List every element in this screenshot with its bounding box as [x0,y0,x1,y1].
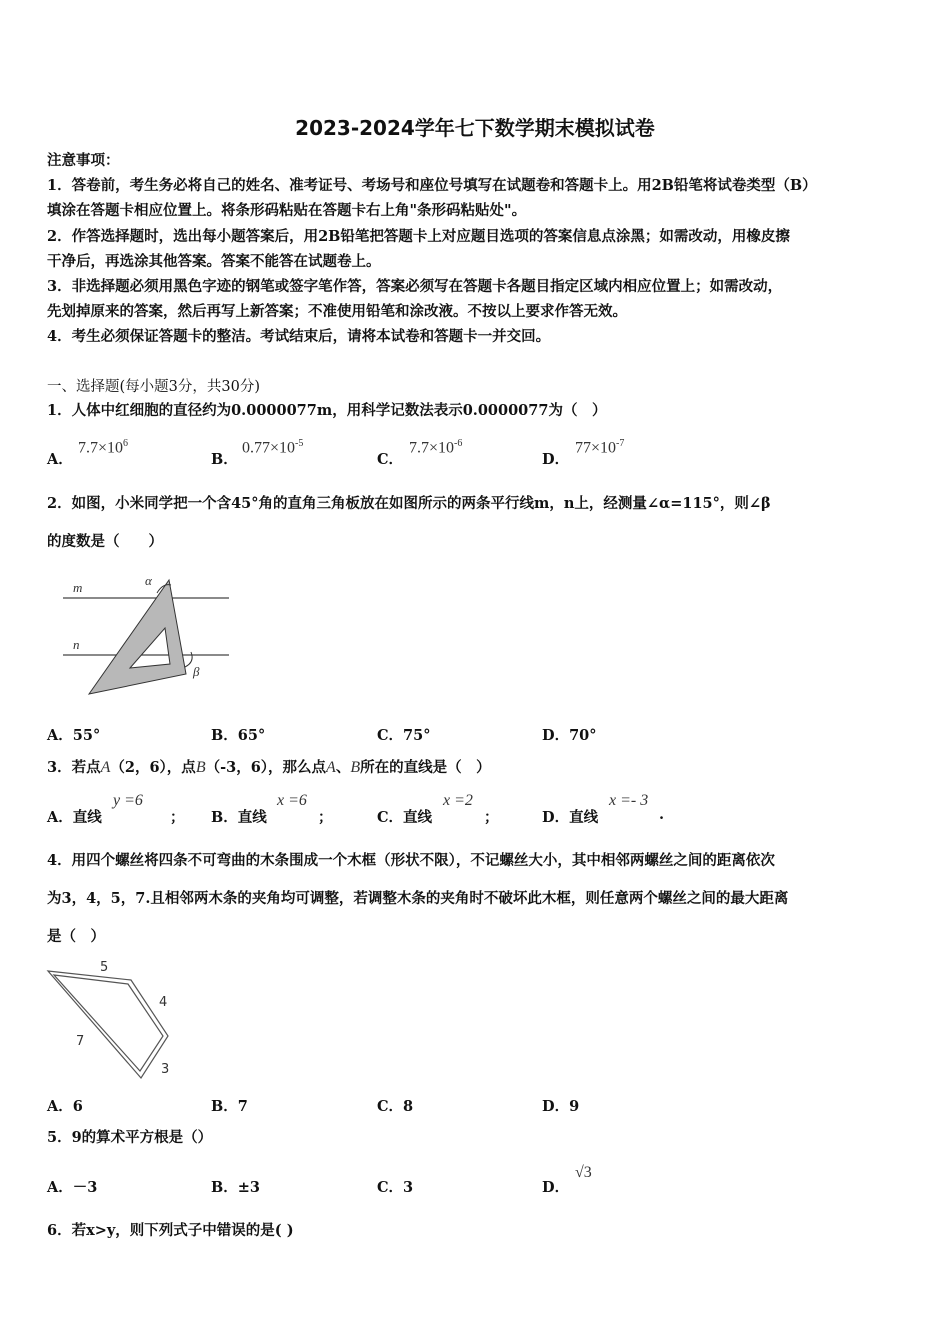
q3-option-a-suffix: ； [170,809,185,826]
q4-option-d-text: 9 [569,1098,580,1115]
q2-figure [55,570,240,700]
q4-option-a-text: 6 [72,1098,83,1115]
notice-line: 填涂在答题卡相应位置上。将条形码粘贴在答题卡右上角"条形码粘贴处"。 [47,202,527,219]
q3-option-c-letter: C． [377,809,404,826]
q3-stem-b: （2，6），点 [110,759,196,776]
q4-option-d-letter: D． [542,1098,570,1115]
q5-option-d-letter: D． [542,1179,570,1196]
q1-option-a-letter: A． [47,451,73,468]
q3-option-a-eq: y =6 [113,792,143,809]
q3-option-d-eq: x =- 3 [609,792,649,809]
label-beta: β [193,664,200,679]
notice-heading: 注意事项： [47,152,120,169]
q3-option-c-eq: x =2 [443,792,473,809]
question-5-stem: 5．9的算术平方根是（） [47,1129,213,1146]
frame-inner [54,975,163,1071]
label-n: n [73,637,80,652]
triangle-ruler [89,580,186,694]
q3-option-d-letter: D． [542,809,570,826]
q3-option-b-prefix: 直线 [237,809,267,826]
q2-option-b-text: 65° [237,727,266,744]
q4-option-c-text: 8 [403,1098,414,1115]
q4-option-c [377,1095,413,1116]
q5-option-a-text: －3 [72,1179,98,1196]
q2-option-c-text: 75° [403,727,431,744]
frame-label-right: 4 [159,995,168,1010]
notice-line: 4．考生必须保证答题卡的整洁。考试结束后，请将本试卷和答题卡一并交回。 [47,328,551,345]
q5-option-b-letter: B． [211,1179,238,1196]
section-heading: 一、选择题(每小题3分，共30分) [47,379,260,395]
q1-option-a-exp: 6 [123,438,129,449]
q1-option-d-letter: D． [542,451,570,468]
frame-label-bottom: 3 [161,1062,170,1077]
q2-option-a-letter: A． [47,727,73,744]
q1-option-b-letter: B． [211,451,238,468]
question-2-stem: 的度数是（ ） [47,533,163,550]
q3-option-c [377,806,432,827]
q4-option-b [211,1095,248,1116]
q3-point-b2: B [350,759,361,776]
q3-option-b [211,806,267,827]
page-title: 2023-2024学年七下数学期末模拟试卷 [295,116,655,140]
q3-option-b-eq: x =6 [277,792,307,809]
q3-option-b-letter: B． [211,809,238,826]
q1-option-b-exp: -5 [295,438,304,449]
q4-figure [40,955,190,1085]
q1-option-d-exp: -7 [616,438,625,449]
q3-option-d-prefix: 直线 [569,809,599,826]
q5-option-c-text: 3 [403,1179,414,1196]
q2-option-a [47,724,100,745]
q3-stem-d: 所在的直线是（ ） [360,759,491,776]
notice-line: 先划掉原来的答案，然后再写上新答案；不准使用铅笔和涂改液。不按以上要求作答无效。 [47,303,627,320]
q3-stem-c: （-3，6），那么点 [205,759,327,776]
q4-option-b-text: 7 [237,1098,248,1115]
q3-option-c-prefix: 直线 [403,809,433,826]
question-2-stem: 2．如图，小米同学把一个含45°角的直角三角板放在如图所示的两条平行线m，n上，经测量∠α=115°，则∠β [47,495,771,512]
q1-option-b-base: 0.77×10 [242,439,296,457]
q5-option-d-text: √3 [575,1164,592,1181]
q1-option-c-exp: -6 [454,438,463,449]
q3-stem-a: 3．若点 [47,759,101,776]
q3-option-a-prefix: 直线 [72,809,102,826]
q5-option-a-letter: A． [47,1179,73,1196]
q3-sep: 、 [335,759,351,776]
q1-option-b [242,438,303,457]
label-m: m [73,580,83,595]
q1-option-d-base: 77×10 [575,439,617,457]
q3-option-c-suffix: ； [484,809,499,826]
q3-option-b-suffix: ； [318,809,333,826]
q5-option-c-letter: C． [377,1179,404,1196]
q4-option-c-letter: C． [377,1098,404,1115]
q5-option-c [377,1176,413,1197]
notice-line: 3．非选择题必须用黑色字迹的钢笔或签字笔作答，答案必须写在答题卡各题目指定区域内相应位置上；如需改动， [47,278,783,295]
q3-point-a2: A [326,759,336,776]
q3-point-b: B [195,759,206,776]
question-4-stem: 4．用四个螺丝将四条不可弯曲的木条围成一个木框（形状不限），不记螺丝大小，其中相邻两螺丝之间的距离依次 [47,852,775,869]
q2-option-c [377,724,430,745]
q1-option-c-letter: C． [377,451,404,468]
frame-outer [48,971,168,1078]
q2-option-d-letter: D． [542,727,570,744]
question-3-stem [47,756,491,780]
q2-option-d-text: 70° [569,727,597,744]
q4-option-a [47,1095,83,1116]
q1-option-c [409,438,462,457]
q3-option-d [542,806,598,827]
label-alpha: α [145,573,152,588]
q2-option-b [211,724,265,745]
q5-option-b [211,1176,260,1197]
frame-label-left: 7 [76,1034,85,1049]
q2-option-d [542,724,597,745]
q3-option-d-suffix: . [659,806,665,823]
question-4-stem: 为3，4，5，7.且相邻两木条的夹角均可调整，若调整木条的夹角时不破坏此木框，则任意两个螺丝之间的最大距离 [47,890,789,907]
q1-option-d [575,438,624,457]
q3-point-a: A [100,759,111,776]
q1-option-a [78,438,128,457]
frame-label-top: 5 [100,960,109,975]
q4-option-b-letter: B． [211,1098,238,1115]
q2-option-a-text: 55° [72,727,101,744]
q2-option-b-letter: B． [211,727,238,744]
q3-option-a [47,806,102,827]
q1-option-a-base: 7.7×10 [78,439,124,457]
question-6-stem: 6．若x>y，则下列式子中错误的是( ) [47,1222,294,1239]
q2-option-c-letter: C． [377,727,404,744]
beta-arc [185,652,192,667]
notice-line: 1．答卷前，考生务必将自己的姓名、准考证号、考场号和座位号填写在试题卷和答题卡上。用2B铅笔将试卷类型（B） [47,177,817,194]
q5-option-b-text: ±3 [237,1179,261,1196]
q5-option-a [47,1176,97,1197]
notice-line: 干净后，再选涂其他答案。答案不能答在试题卷上。 [47,253,381,270]
question-1-stem: 1．人体中红细胞的直径约为0.0000077m，用科学记数法表示0.0000077为（ ） [47,402,607,419]
notice-line: 2．作答选择题时，选出每小题答案后，用2B铅笔把答题卡上对应题目选项的答案信息点涂黑；如需改动，用橡皮擦 [47,228,790,245]
q1-option-c-base: 7.7×10 [409,439,455,457]
q4-option-a-letter: A． [47,1098,73,1115]
question-4-stem: 是（ ） [47,928,105,945]
q3-option-a-letter: A． [47,809,73,826]
q4-option-d [542,1095,579,1116]
